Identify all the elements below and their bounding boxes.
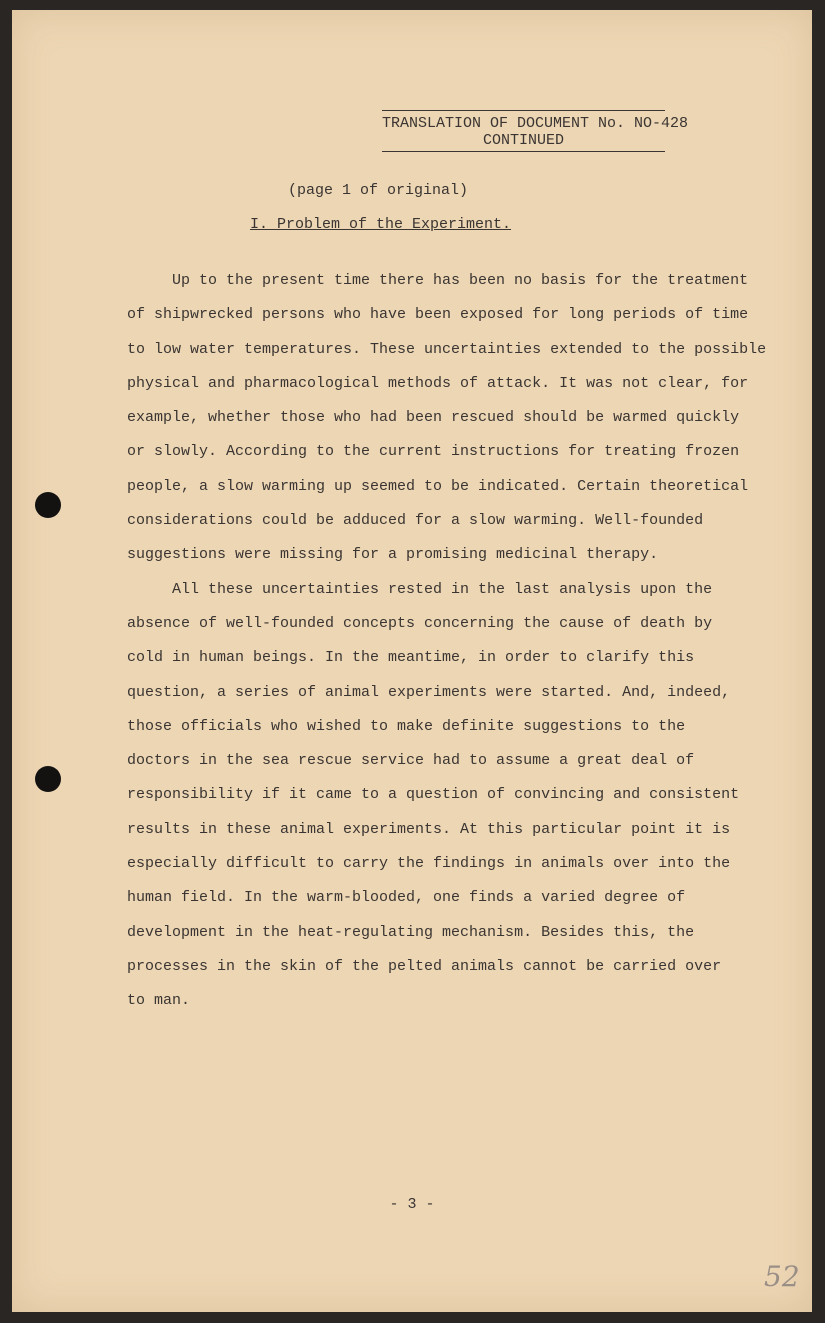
- text-line: those officials who wished to make definite suggestions to the: [127, 717, 686, 735]
- text-line: to low water temperatures. These uncertainties extended to the possible: [127, 340, 767, 358]
- text-line: of shipwrecked persons who have been exposed for long periods of time: [127, 306, 749, 324]
- text-line: considerations could be adduced for a slow warming. Well-founded: [127, 512, 704, 530]
- text-line: processes in the skin of the pelted animals cannot be carried over: [127, 957, 722, 975]
- text-line: results in these animal experiments. At this particular point it is: [127, 820, 731, 838]
- text-line: All these uncertainties rested in the last analysis upon the: [172, 580, 713, 598]
- text-line: suggestions were missing for a promising medicinal therapy.: [127, 546, 659, 564]
- text-line: especially difficult to carry the findings in animals over into the: [127, 855, 731, 873]
- text-line: physical and pharmacological methods of attack. It was not clear, for: [127, 374, 749, 392]
- section-title: I. Problem of the Experiment.: [250, 216, 512, 233]
- text-line: question, a series of animal experiments were started. And, indeed,: [127, 683, 731, 701]
- body-text: [127, 264, 767, 1019]
- punch-hole-top: [35, 492, 61, 518]
- document-header: [382, 110, 689, 152]
- text-line: human field. In the warm-blooded, one finds a varied degree of: [127, 889, 686, 907]
- paragraph-1: [127, 264, 767, 573]
- text-line: Up to the present time there has been no basis for the treatment: [172, 272, 749, 289]
- punch-hole-bottom: [35, 766, 61, 792]
- page-number: - 3 -: [389, 1196, 435, 1213]
- text-line: development in the heat-regulating mechanism. Besides this, the: [127, 923, 695, 941]
- header-continued: CONTINUED: [482, 132, 564, 149]
- text-line: cold in human beings. In the meantime, in order to clarify this: [127, 649, 695, 667]
- text-line: responsibility if it came to a question of convincing and consistent: [127, 786, 740, 804]
- text-line: doctors in the sea rescue service had to assume a great deal of: [127, 752, 695, 770]
- handwritten-folio-number: 52: [764, 1260, 800, 1293]
- text-line: absence of well-founded concepts concerning the cause of death by: [127, 614, 713, 632]
- document-page: [12, 10, 812, 1312]
- text-line: example, whether those who had been rescued should be warmed quickly: [127, 409, 740, 427]
- original-page-reference: (page 1 of original): [288, 182, 469, 199]
- header-title: TRANSLATION OF DOCUMENT No. NO-428: [382, 115, 689, 132]
- text-line: people, a slow warming up seemed to be indicated. Certain theoretical: [127, 477, 749, 495]
- text-line: or slowly. According to the current instructions for treating frozen: [127, 443, 740, 461]
- text-line: to man.: [127, 992, 191, 1010]
- paragraph-2: [127, 573, 740, 1019]
